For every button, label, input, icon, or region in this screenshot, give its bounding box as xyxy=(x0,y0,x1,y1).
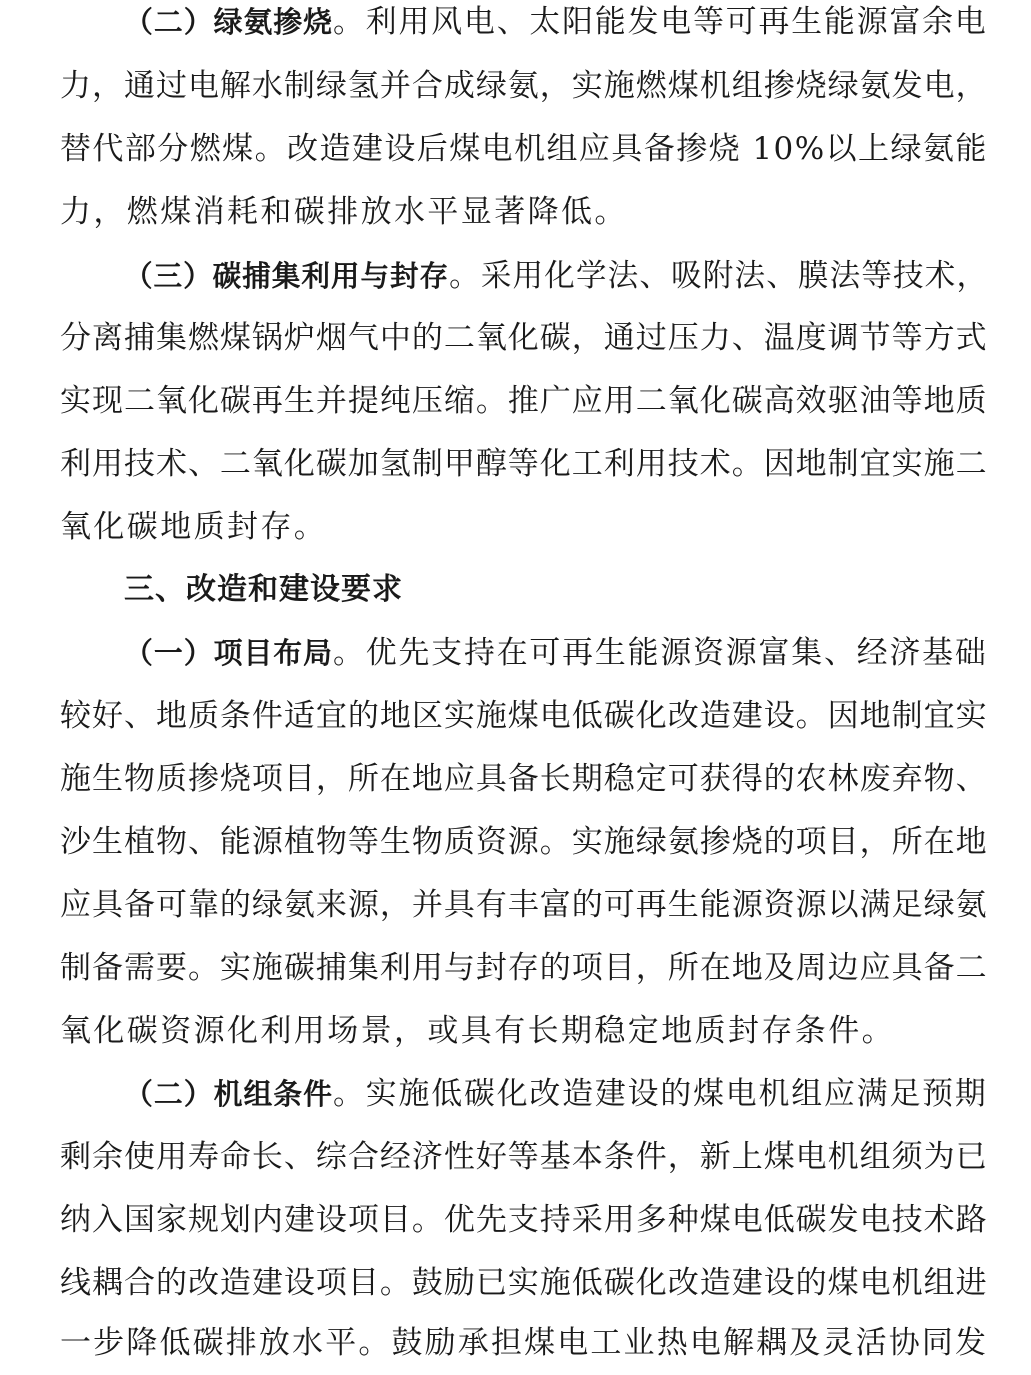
paragraph-green-ammonia-line-1 xyxy=(124,0,988,52)
paragraph-layout-line-1 xyxy=(124,623,988,683)
paragraph-line: 制备需要。实施碳捕集利用与封存的项目，所在地及周边应具备二 xyxy=(60,950,988,986)
section-title: 三、改造和建设要求 xyxy=(124,572,403,607)
paragraph-line: 施生物质掺烧项目，所在地应具备长期稳定可获得的农林废弃物、 xyxy=(60,761,988,797)
paragraph-heading: （二）机组条件 xyxy=(124,1077,334,1111)
paragraph-line: 力，通过电解水制绿氢并合成绿氨，实施燃煤机组掺烧绿氨发电， xyxy=(60,68,988,104)
paragraph-line: 分离捕集燃煤锅炉烟气中的二氧化碳，通过压力、温度调节等方式 xyxy=(60,320,988,356)
paragraph-line: 沙生植物、能源植物等生物质资源。实施绿氨掺烧的项目，所在地 xyxy=(60,824,988,860)
paragraph-text: 。采用化学法、吸附法、膜法等技术， xyxy=(449,258,989,294)
paragraph-text: 。利用风电、太阳能发电等可再生能源富余电 xyxy=(333,4,988,40)
paragraph-line: 一步降低碳排放水平。鼓励承担煤电工业热电解耦及灵活协同发 xyxy=(60,1325,989,1361)
paragraph-line: 氧化碳资源化利用场景，或具有长期稳定地质封存条件。 xyxy=(60,1013,895,1049)
paragraph-line: 实现二氧化碳再生并提纯压缩。推广应用二氧化碳高效驱油等地质 xyxy=(60,383,988,419)
paragraph-line: 应具备可靠的绿氨来源，并具有丰富的可再生能源资源以满足绿氨 xyxy=(60,887,988,923)
paragraph-line: 剩余使用寿命长、综合经济性好等基本条件，新上煤电机组须为已 xyxy=(60,1139,988,1175)
paragraph-heading: （二）绿氨掺烧 xyxy=(124,5,334,39)
paragraph-line: 替代部分燃煤。改造建设后煤电机组应具备掺烧 10%以上绿氨能 xyxy=(60,131,988,167)
paragraph-text: 。优先支持在可再生能源资源富集、经济基础 xyxy=(333,635,988,671)
paragraph-ccus-line-1 xyxy=(124,246,988,306)
paragraph-line: 力，燃煤消耗和碳排放水平显著降低。 xyxy=(60,194,628,230)
paragraph-line: 纳入国家规划内建设项目。优先支持采用多种煤电低碳发电技术路 xyxy=(60,1202,988,1238)
paragraph-line: 线耦合的改造建设项目。鼓励已实施低碳化改造建设的煤电机组进 xyxy=(60,1265,988,1301)
paragraph-heading: （三）碳捕集利用与封存 xyxy=(124,259,450,293)
paragraph-line: 较好、地质条件适宜的地区实施煤电低碳化改造建设。因地制宜实 xyxy=(60,698,988,734)
paragraph-line: 氧化碳地质封存。 xyxy=(60,509,328,545)
paragraph-line: 利用技术、二氧化碳加氢制甲醇等化工利用技术。因地制宜实施二 xyxy=(60,446,988,482)
paragraph-heading: （一）项目布局 xyxy=(124,636,334,670)
paragraph-text: 。实施低碳化改造建设的煤电机组应满足预期 xyxy=(333,1076,988,1112)
paragraph-unit-conditions-line-1 xyxy=(124,1064,988,1124)
